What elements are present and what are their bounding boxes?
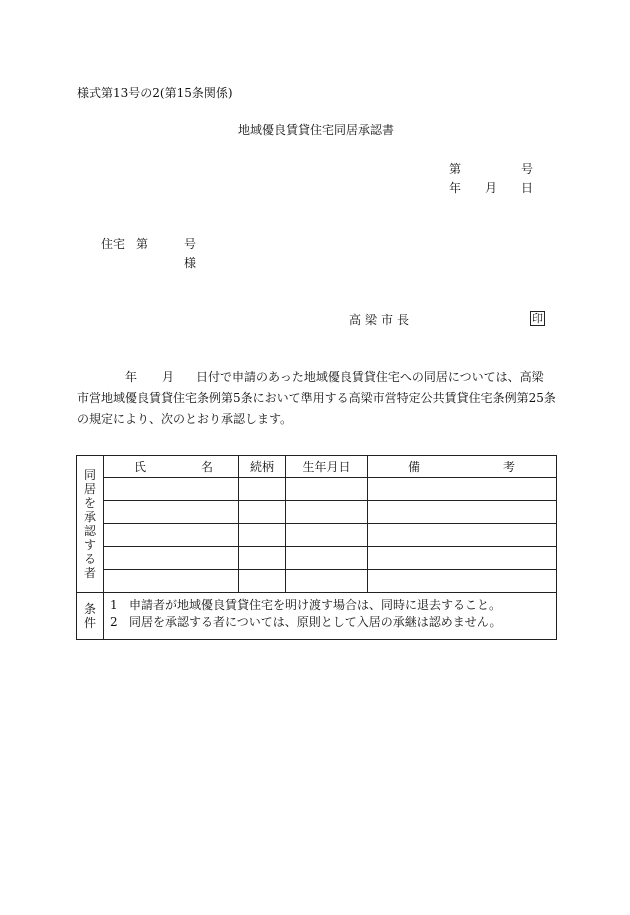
issue-number-suffix: 号: [521, 162, 534, 176]
issue-date-year: 年: [449, 181, 462, 195]
seal-mark: 印: [532, 312, 543, 325]
name-cell[interactable]: [104, 524, 239, 547]
cohabitant-row-header: 同 居 を 承 認 す る 者: [77, 456, 104, 593]
addressee-number-suffix: 号: [184, 237, 197, 251]
birthdate-column-header: 生年月日: [286, 456, 368, 478]
name-cell[interactable]: [104, 570, 239, 593]
conditions-row: [77, 593, 557, 640]
body-month: 月: [162, 370, 175, 384]
note-cell[interactable]: [368, 501, 557, 524]
form-number: 様式第13号の2(第15条関係): [77, 86, 233, 100]
relation-cell[interactable]: [239, 570, 286, 593]
condition-item: 1 申請者が地域優良賃貸住宅を明け渡す場合は、同時に退去すること。: [110, 598, 502, 612]
table-row: [77, 524, 557, 547]
issue-date-day: 日: [521, 181, 534, 195]
note-cell[interactable]: [368, 524, 557, 547]
note-cell[interactable]: [368, 570, 557, 593]
body-line-2: 市営地域優良賃貸住宅条例第5条において準用する高梁市営特定公共賃貸住宅条例第25条: [77, 391, 556, 405]
birthdate-cell[interactable]: [286, 570, 368, 593]
addressee-housing-label: 住宅: [101, 237, 126, 251]
note-cell[interactable]: [368, 547, 557, 570]
relation-cell[interactable]: [239, 501, 286, 524]
addressee-number-prefix: 第: [136, 237, 149, 251]
issue-date-month: 月: [485, 181, 498, 195]
body-line-1-text: 日付で申請のあった地域優良賃貸住宅への同居については、高梁: [196, 370, 544, 384]
body-line-1: [77, 367, 562, 388]
conditions-row-header: 条 件: [77, 593, 104, 640]
name-cell[interactable]: [104, 547, 239, 570]
table-row: [77, 478, 557, 501]
body-year: 年: [124, 370, 137, 384]
birthdate-cell[interactable]: [286, 547, 368, 570]
birthdate-cell[interactable]: [286, 524, 368, 547]
document-title: 地域優良賃貸住宅同居承認書: [238, 123, 395, 137]
relation-cell[interactable]: [239, 547, 286, 570]
cohabitant-table: [76, 455, 557, 640]
issue-number-prefix: 第: [449, 162, 462, 176]
birthdate-cell[interactable]: [286, 501, 368, 524]
table-row: [77, 570, 557, 593]
issuer-name: 高梁市長: [349, 313, 414, 327]
approval-body-text: [77, 367, 562, 430]
name-column-header: 氏 名: [104, 456, 239, 478]
body-line-3: の規定により、次のとおり承認します。: [77, 412, 293, 426]
relation-cell[interactable]: [239, 478, 286, 501]
note-column-header: 備 考: [368, 456, 557, 478]
conditions-cell: [104, 593, 557, 640]
note-cell[interactable]: [368, 478, 557, 501]
table-row: [77, 501, 557, 524]
table-header-row: [77, 456, 557, 478]
condition-item: 2 同居を承認する者については、原則として入居の承継は認めません。: [110, 615, 502, 629]
name-cell[interactable]: [104, 478, 239, 501]
relation-cell[interactable]: [239, 524, 286, 547]
name-cell[interactable]: [104, 501, 239, 524]
birthdate-cell[interactable]: [286, 478, 368, 501]
table-row: [77, 547, 557, 570]
relation-column-header: 続柄: [239, 456, 286, 478]
addressee-honorific: 様: [184, 256, 197, 270]
